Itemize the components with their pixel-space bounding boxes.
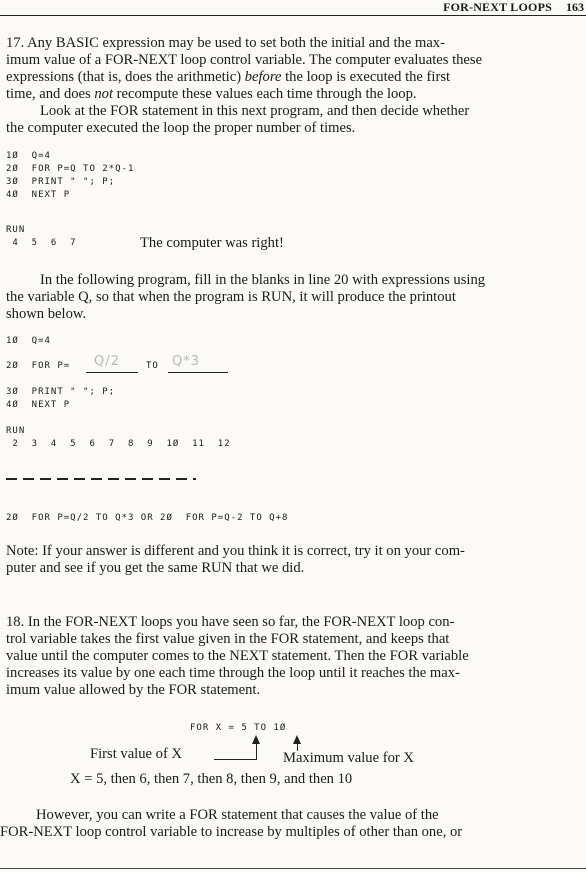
run-output-2 [6,425,231,451]
program-listing-1 [6,150,134,202]
code-line: 4Ø NEXT P [6,400,71,410]
program-listing-2-rest [6,386,115,412]
program-2-line-20: 2Ø FOR P= [6,361,71,371]
run-output: 4 5 6 7 [6,238,77,248]
text-line: puter and see if you get the same RUN that we did. [6,560,305,576]
text-line: In the following program, fill in the blanks in line 20 with expressions using [40,272,486,288]
arrow-initial-head [252,735,260,744]
value-sequence: X = 5, then 6, then 7, then 8, then 9, and then 10 [70,771,353,787]
text-line: Look at the FOR statement in this next program, and then decide whether [40,103,470,119]
text-line: shown below. [6,306,87,322]
text-line: the computer executed the loop the proper number of times. [6,120,356,136]
emphasis: before [244,69,282,85]
code-line: 1Ø Q=4 [6,151,51,161]
note-paragraph [6,543,538,577]
page-number: 163 [566,0,584,14]
answer-separator-dashes [6,478,196,480]
pencil-answer-initial: Q/2 [94,354,120,369]
footer-rule [0,868,586,869]
run-output: 2 3 4 5 6 7 8 9 1Ø 11 12 [6,439,231,449]
run-label: RUN [6,426,26,436]
diagram-for-statement: FOR X = 5 TO 1Ø [190,723,287,733]
label-maximum-value: Maximum value for X [283,750,414,766]
arrow-initial-connector [214,759,257,760]
fill-in-instruction [6,272,538,323]
text-line: Note: If your answer is different and you think it is correct, try it on your com- [6,543,465,559]
text-line: the variable Q, so that when the program is RUN, it will produce the printout [6,289,456,305]
pencil-answer-maximum: Q*3 [172,354,201,369]
answer-line: 2Ø FOR P=Q/2 TO Q*3 OR 2Ø FOR P=Q-2 TO Q+8 [6,513,289,523]
text-line: 17. Any BASIC expression may be used to set both the initial and the max- [6,35,445,51]
arrow-initial-shaft [256,742,257,760]
text-line: However, you can write a FOR statement that causes the value of the [36,807,439,823]
code-line: 3Ø PRINT " "; P; [6,177,116,187]
text-line: trol variable takes the first value given in the FOR statement, and keeps that [6,631,450,647]
frame-17-instruction [6,103,538,137]
frame-18-continuation [0,807,545,841]
text-line: value until the computer comes to the NEXT statement. Then the FOR variable [6,648,469,664]
text-line: imum value of a FOR-NEXT loop control variable. The computer evaluates these [6,52,483,68]
emphasis: not [94,86,114,102]
text-line: recompute these values each time through the loop. [113,86,417,102]
header-rule [0,15,586,16]
text-line: imum value allowed by the FOR statement. [6,682,261,698]
text-line: expressions (that is, does the arithmetic) [6,69,245,85]
running-header-title: FOR-NEXT LOOPS [443,0,552,14]
label-first-value: First value of X [90,746,183,762]
text-line: 18. In the FOR-NEXT loops you have seen so far, the FOR-NEXT loop con- [6,614,455,630]
code-line: 2Ø FOR P=Q TO 2*Q-1 [6,164,135,174]
run-output-1 [6,224,77,250]
text-line: FOR-NEXT loop control variable to increase by multiples of other than one, or [0,824,463,840]
frame-17-paragraph [6,35,538,103]
program-2-to-keyword: TO [146,361,159,371]
program-2-line-10: 1Ø Q=4 [6,336,51,346]
text-line: increases its value by one each time through the loop until it reaches the max- [6,665,460,681]
code-line: 3Ø PRINT " "; P; [6,387,116,397]
arrow-max-head [293,735,301,744]
run-label: RUN [6,225,26,235]
run-comment: The computer was right! [140,235,284,251]
code-line: 4Ø NEXT P [6,190,71,200]
text-line: the loop is executed the first [281,69,451,85]
text-line: time, and does [6,86,95,102]
frame-18-paragraph [6,614,538,699]
